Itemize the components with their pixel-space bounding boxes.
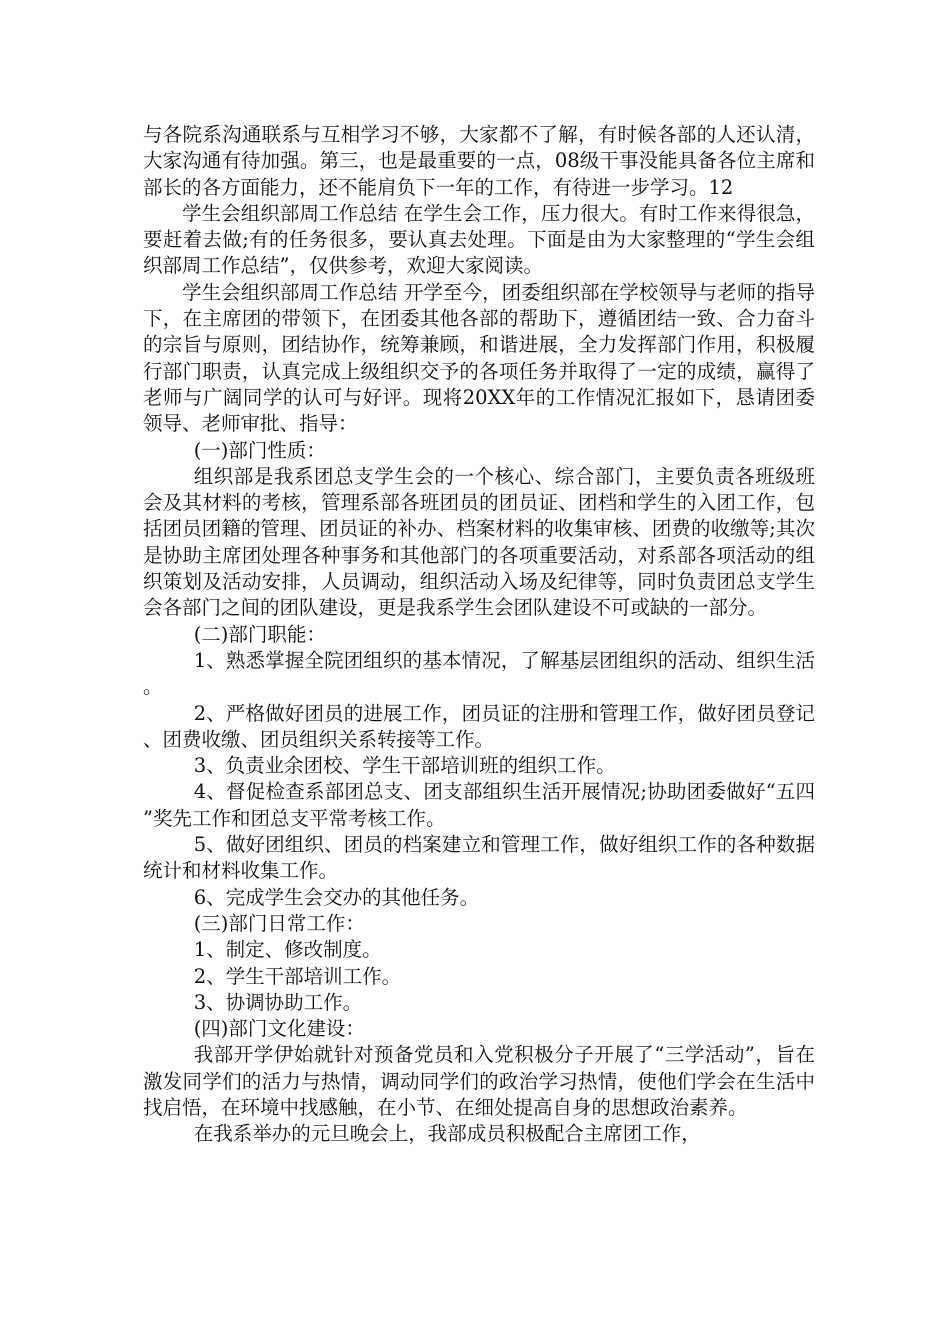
paragraph-18: 我部开学伊始就针对预备党员和入党积极分子开展了“三学活动”，旨在激发同学们的活力与热情，调动同学们的政治学习热情，使他们学会在生活中找启悟，在环境中找感触，在小节、在细处提高自身的思想政治素养。: [143, 1043, 815, 1119]
section-heading-2: (二)部门职能：: [193, 622, 326, 646]
list-item-5: 5、做好团组织、团员的档案建立和管理工作，做好组织工作的各种数据统计和材料收集工作。: [143, 833, 815, 883]
daily-item-3: 3、协调协助工作。: [193, 990, 363, 1014]
list-item-3: 3、负责业余团校、学生干部培训班的组织工作。: [193, 754, 616, 778]
document-body: [143, 122, 815, 1148]
paragraph-3: 学生会组织部周工作总结 开学至今，团委组织部在学校领导与老师的指导下，在主席团的带领下，在团委其他各部的帮助下，遵循团结一致、合力奋斗的宗旨与原则，团结协作，统筹兼顾，和谐进展，全力发挥部门作用，积极履行部门职责，认真完成上级组织交予的各项任务并取得了一定的成绩，赢得了老师与广阔同学的认可与好评。现将20XX年的工作情况汇报如下，恳请团委领导、老师审批、指导：: [143, 280, 815, 436]
list-item-1: 1、熟悉掌握全院团组织的基本情况，了解基层团组织的活动、组织生活。: [143, 648, 815, 699]
paragraph-2: 学生会组织部周工作总结 在学生会工作，压力很大。有时工作来得很急，要赶着去做;有的任务很多，要认真去处理。下面是由为大家整理的“学生会组织部周工作总结”，仅供参考，欢迎大家阅读。: [143, 201, 815, 278]
list-item-6: 6、完成学生会交办的其他任务。: [193, 885, 480, 909]
list-item-2: 2、严格做好团员的进展工作，团员证的注册和管理工作，做好团员登记、团费收缴、团员组织关系转接等工作。: [143, 701, 815, 751]
paragraph-5: 组织部是我系团总支学生会的一个核心、综合部门，主要负责各班级班会及其材料的考核，管理系部各班团员的团员证、团档和学生的入团工作，包括团员团籍的管理、团员证的补办、档案材料的收集审核、团费的收缴等;其次是协助主席团处理各种事务和其他部门的各项重要活动，对系部各项活动的组织策划及活动安排，人员调动，组织活动入场及纪律等，同时负责团总支学生会各部门之间的团队建设，更是我系学生会团队建设不可或缺的一部分。: [143, 464, 815, 620]
paragraph-19: 在我系举办的元旦晚会上，我部成员积极配合主席团工作，: [193, 1122, 701, 1146]
daily-item-1: 1、制定、修改制度。: [193, 938, 382, 962]
section-heading-1: (一)部门性质：: [193, 438, 326, 462]
section-heading-3: (三)部门日常工作：: [193, 911, 365, 935]
section-heading-4: (四)部门文化建设：: [193, 1017, 365, 1041]
daily-item-2: 2、学生干部培训工作。: [193, 964, 402, 988]
paragraph-1: 与各院系沟通联系与互相学习不够，大家都不了解，有时候各部的人还认清，大家沟通有待加强。第三，也是最重要的一点，08级干事没能具备各位主席和部长的各方面能力，还不能肩负下一年的工作，有待进一步学习。12: [143, 123, 815, 199]
list-item-4: 4、督促检查系部团总支、团支部组织生活开展情况;协助团委做好“五四”奖先工作和团总支平常考核工作。: [143, 780, 815, 830]
